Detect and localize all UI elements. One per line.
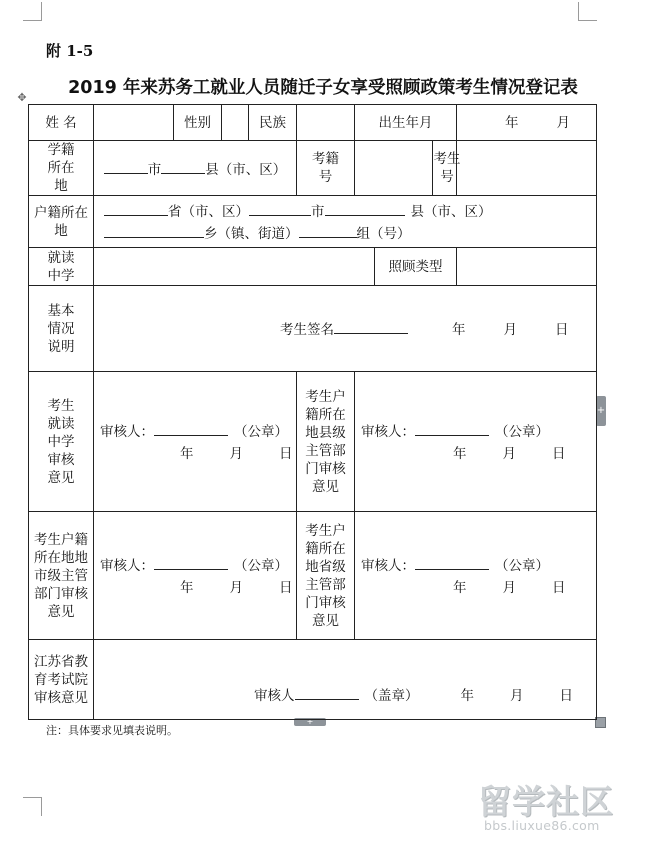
add-column-plus-icon[interactable]: + xyxy=(596,396,606,426)
school-year-unit: 年 xyxy=(180,446,194,462)
exam-registry-field[interactable] xyxy=(355,141,433,196)
registration-form-table xyxy=(28,104,597,720)
school-reviewer-label: 审核人： xyxy=(100,424,154,440)
crop-mark-top-left xyxy=(23,2,42,21)
name-label: 姓 名 xyxy=(29,105,94,141)
city-day-unit: 日 xyxy=(279,580,293,596)
watermark-url: bbs.liuxue86.com xyxy=(484,818,600,833)
exam-day-unit: 日 xyxy=(559,688,573,704)
ethnicity-field[interactable] xyxy=(297,105,355,141)
county-day-unit: 日 xyxy=(552,446,566,462)
household-registry-label: 户籍所在地 xyxy=(34,204,88,239)
care-type-label: 照顾类型 xyxy=(375,248,457,286)
exam-seal-label: （盖章） xyxy=(364,688,419,704)
exam-number-field[interactable] xyxy=(457,141,597,196)
exam-number-label: 考生号 xyxy=(433,151,461,185)
school-month-unit: 月 xyxy=(229,446,243,462)
city-review-field[interactable] xyxy=(94,512,297,640)
hh-county-unit: 县（市、区） xyxy=(410,203,492,220)
gender-field[interactable] xyxy=(222,105,249,141)
birth-year-unit: 年 xyxy=(505,114,519,131)
row-school-registry xyxy=(29,141,597,196)
sig-month-unit: 月 xyxy=(503,322,517,338)
watermark-logo-text: 留学社区 xyxy=(478,782,614,821)
row-exam-authority-review xyxy=(29,640,597,720)
school-county-unit: 县（市、区） xyxy=(205,161,287,178)
province-reviewer-label: 审核人： xyxy=(361,558,415,574)
hh-township-unit: 乡（镇、街道） xyxy=(204,225,299,242)
add-row-plus-icon[interactable]: + xyxy=(294,718,326,726)
row-basic-info xyxy=(29,105,597,141)
crop-mark-top-right xyxy=(578,2,597,21)
exam-registry-label: 考籍号 xyxy=(312,151,339,185)
county-seal-label: （公章） xyxy=(495,424,549,440)
basic-situation-field[interactable] xyxy=(94,286,597,372)
school-review-label: 考生就读中学审核意见 xyxy=(47,397,75,486)
row-school-and-county-review xyxy=(29,372,597,512)
city-reviewer-label: 审核人： xyxy=(100,558,154,574)
exam-authority-field[interactable] xyxy=(94,640,597,720)
city-month-unit: 月 xyxy=(229,580,243,596)
province-day-unit: 日 xyxy=(552,580,566,596)
city-review-label: 考生户籍所在地地市级主管部门审核意见 xyxy=(34,531,88,620)
form-title: 2019 年来苏务工就业人员随迁子女享受照顾政策考生情况登记表 xyxy=(68,78,578,98)
province-year-unit: 年 xyxy=(453,580,467,596)
row-basic-situation xyxy=(29,286,597,372)
hh-city-unit: 市 xyxy=(311,203,325,220)
province-review-field[interactable] xyxy=(355,512,597,640)
hh-group-unit: 组（号） xyxy=(356,225,411,242)
row-household-registry xyxy=(29,196,597,248)
household-registry-field[interactable] xyxy=(94,196,597,248)
birth-month-unit: 月 xyxy=(556,114,571,131)
province-seal-label: （公章） xyxy=(495,558,549,574)
school-registry-label: 学籍所在地 xyxy=(47,142,75,194)
site-watermark xyxy=(478,776,638,838)
birth-label: 出生年月 xyxy=(355,105,457,141)
county-month-unit: 月 xyxy=(502,446,516,462)
middle-school-field[interactable] xyxy=(94,248,375,286)
appendix-label: 附 1-5 xyxy=(46,42,94,60)
row-middle-school xyxy=(29,248,597,286)
sig-day-unit: 日 xyxy=(555,322,569,338)
school-day-unit: 日 xyxy=(279,446,293,462)
county-review-label: 考生户籍所在地县级主管部门审核意见 xyxy=(305,388,346,495)
hh-province-unit: 省（市、区） xyxy=(168,203,249,220)
county-review-field[interactable] xyxy=(355,372,597,512)
basic-situation-label: 基本情况说明 xyxy=(47,302,75,355)
city-year-unit: 年 xyxy=(180,580,194,596)
middle-school-label: 就读中学 xyxy=(47,249,75,284)
gender-label: 性别 xyxy=(174,105,222,141)
birth-field[interactable] xyxy=(457,105,597,141)
province-review-label: 考生户籍所在地省级主管部门审核意见 xyxy=(305,522,346,629)
exam-year-unit: 年 xyxy=(460,688,474,704)
school-seal-label: （公章） xyxy=(234,424,288,440)
school-review-field[interactable] xyxy=(94,372,297,512)
crop-mark-bottom-left xyxy=(23,797,42,816)
exam-reviewer-label: 审核人 xyxy=(254,688,295,704)
footnote: 注：具体要求见填表说明。 xyxy=(46,724,178,737)
sig-year-unit: 年 xyxy=(452,322,466,338)
student-signature-label: 考生签名 xyxy=(280,322,334,338)
name-field[interactable] xyxy=(94,105,174,141)
city-seal-label: （公章） xyxy=(234,558,288,574)
county-year-unit: 年 xyxy=(453,446,467,462)
table-move-handle-icon[interactable]: ✥ xyxy=(17,91,27,104)
school-city-unit: 市 xyxy=(147,161,162,178)
ethnicity-label: 民族 xyxy=(249,105,297,141)
exam-authority-label: 江苏省教育考试院审核意见 xyxy=(34,653,88,706)
exam-month-unit: 月 xyxy=(510,688,524,704)
province-month-unit: 月 xyxy=(502,580,516,596)
care-type-field[interactable] xyxy=(457,248,597,286)
row-city-and-province-review xyxy=(29,512,597,640)
county-reviewer-label: 审核人： xyxy=(361,424,415,440)
school-registry-field[interactable] xyxy=(94,141,297,196)
